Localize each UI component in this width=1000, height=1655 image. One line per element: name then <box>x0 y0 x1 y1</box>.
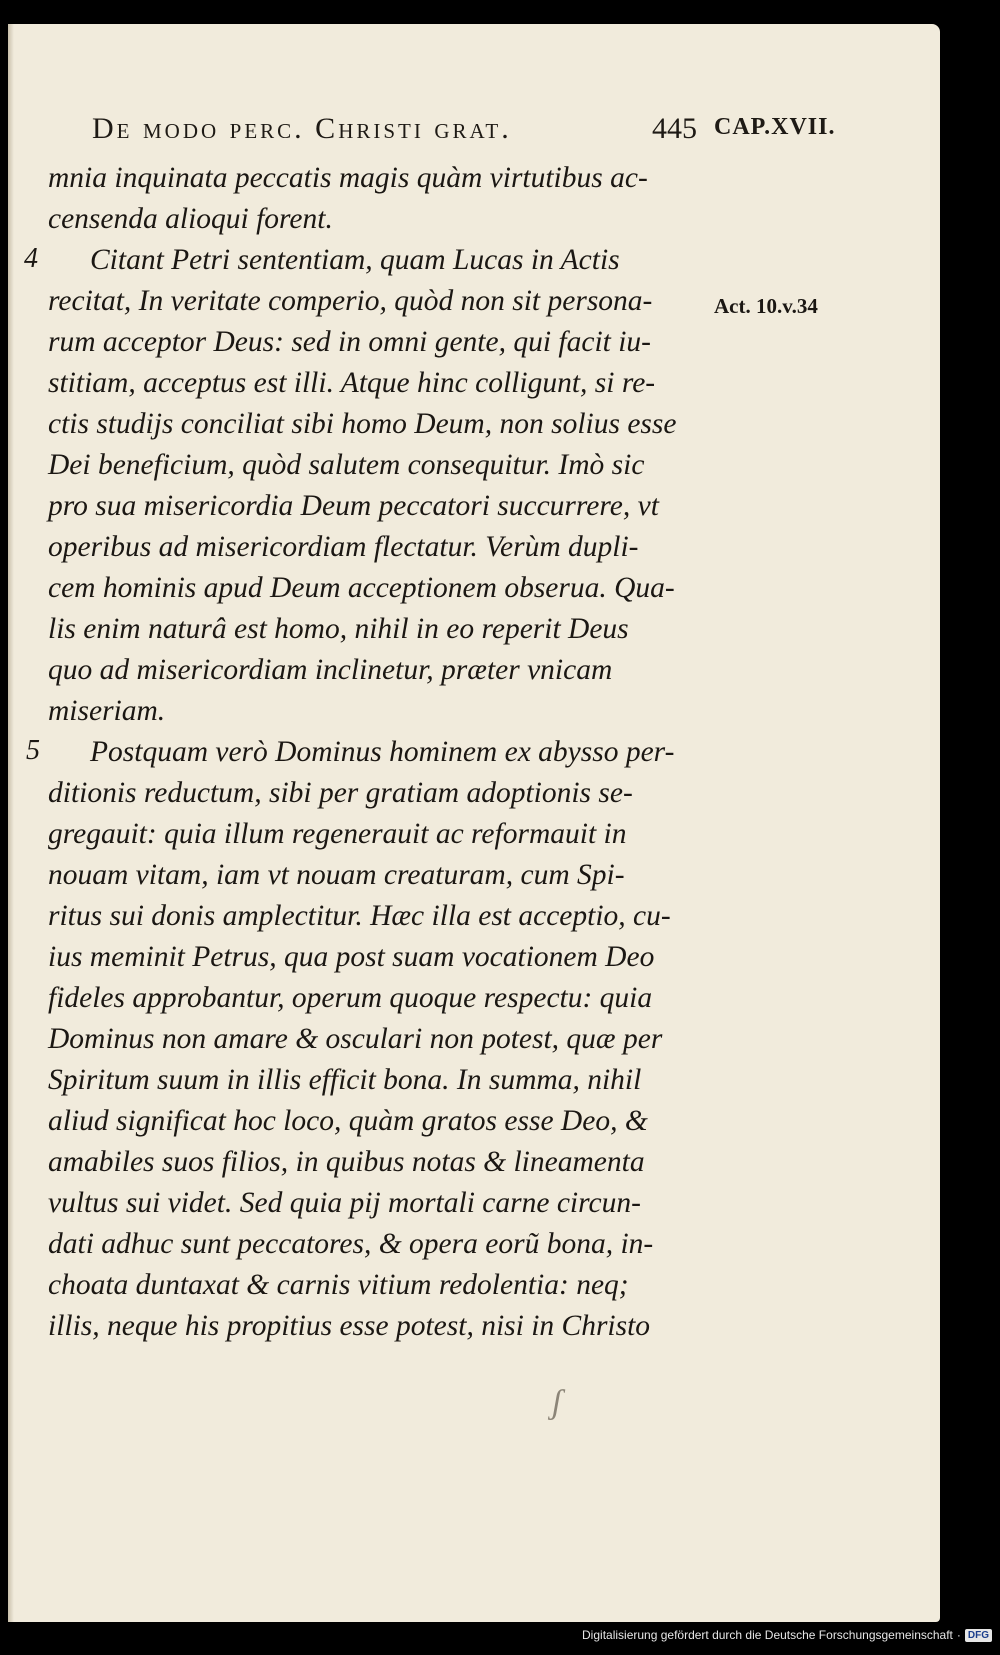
text-line: ditionis reductum, sibi per gratiam adoptionis se- <box>48 777 633 809</box>
text-line: amabiles suos filios, in quibus notas & lineamenta <box>48 1146 645 1178</box>
running-title: De modo perc. Christi grat. <box>92 112 512 145</box>
footer-text: Digitalisierung gefördert durch die Deutsche Forschungsgemeinschaft <box>582 1628 953 1642</box>
page-number: 445 <box>652 112 697 145</box>
text-line: Dominus non amare & osculari non potest, quæ per <box>48 1023 663 1055</box>
text-line: Citant Petri sententiam, quam Lucas in Actis <box>90 244 620 276</box>
text-line: Spiritum suum in illis efficit bona. In summa, nihil <box>48 1064 642 1096</box>
paragraph-number: 5 <box>26 735 40 766</box>
text-line: Postquam verò Dominus hominem ex abysso per- <box>90 736 675 768</box>
text-line: ritus sui donis amplectitur. Hæc illa est acceptio, cu- <box>48 900 671 932</box>
text-line: stitiam, acceptus est illi. Atque hinc colligunt, si re- <box>48 367 656 399</box>
text-line: gregauit: quia illum regenerauit ac reformauit in <box>48 818 627 850</box>
ink-mark: ʃ <box>552 1384 562 1421</box>
text-line: Dei beneficium, quòd salutem consequitur. Imò sic <box>48 449 645 481</box>
text-line: fideles approbantur, operum quoque respectu: quia <box>48 982 653 1014</box>
text-line: recitat, In veritate comperio, quòd non sit persona- <box>48 285 653 317</box>
page-gutter-shadow <box>8 24 14 1622</box>
digitization-footer: Digitalisierung gefördert durch die Deutsche Forschungsgemeinschaft · DFG <box>582 1625 992 1645</box>
text-line: aliud significat hoc loco, quàm gratos esse Deo, & <box>48 1105 648 1137</box>
paragraph-number: 4 <box>24 243 38 274</box>
text-line: censenda alioqui forent. <box>48 203 333 235</box>
text-line: quo ad misericordiam inclinetur, præter vnicam <box>48 654 613 686</box>
text-line: illis, neque his propitius esse potest, nisi in Christo <box>48 1310 651 1342</box>
text-line: cem hominis apud Deum acceptionem obserua. Qua- <box>48 572 675 604</box>
text-line: vultus sui videt. Sed quia pij mortali carne circun- <box>48 1187 641 1219</box>
body-text <box>48 158 728 1347</box>
text-line: nouam vitam, iam vt nouam creaturam, cum Spi- <box>48 859 625 891</box>
text-line: lis enim naturâ est homo, nihil in eo reperit Deus <box>48 613 629 645</box>
margin-note: Act. 10.v.34 <box>714 294 818 318</box>
page-header <box>92 112 852 152</box>
text-line: rum acceptor Deus: sed in omni gente, qui facit iu- <box>48 326 651 358</box>
text-line: choata duntaxat & carnis vitium redolentia: neq; <box>48 1269 629 1301</box>
dfg-logo: DFG <box>965 1629 992 1642</box>
text-line: ius meminit Petrus, qua post suam vocationem Deo <box>48 941 655 973</box>
text-line: miseriam. <box>48 695 166 727</box>
text-line: dati adhuc sunt peccatores, & opera eorũ bona, in- <box>48 1228 654 1260</box>
text-line: ctis studijs conciliat sibi homo Deum, non solius esse <box>48 408 677 440</box>
chapter-label: CAP.XVII. <box>714 114 836 140</box>
text-line: operibus ad misericordiam flectatur. Verùm dupli- <box>48 531 639 563</box>
text-line: pro sua misericordia Deum peccatori succurrere, vt <box>48 490 659 522</box>
text-line: mnia inquinata peccatis magis quàm virtutibus ac- <box>48 162 648 194</box>
